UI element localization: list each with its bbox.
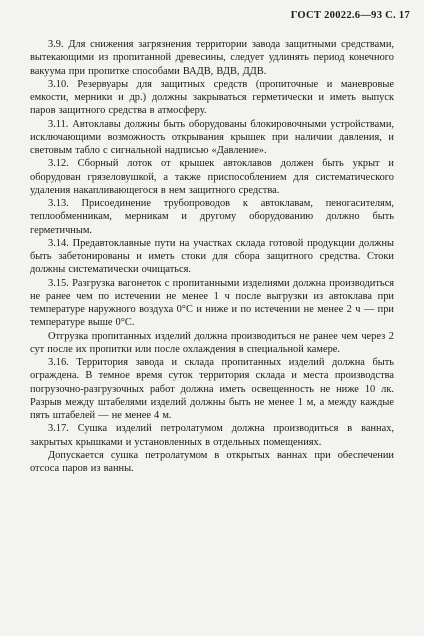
- paragraph-shipment: Отгрузка пропитанных изделий должна производиться не ранее чем через 2 сут после их пропитки или после охлаждения в специальной камере.: [30, 330, 394, 355]
- paragraph-open-baths: Допускается сушка петролатумом в открытых ваннах при обеспечении отсоса паров из ванны.: [30, 449, 394, 474]
- paragraph-3-15: 3.15. Разгрузка вагонеток с пропитанными изделиями должна производиться не ранее чем по истечении не менее 1 ч после выгрузки из автоклава при температуре наружного воздуха 0°С и ниже и по истечении не менее 2 ч — при температуре выше 0°С.: [30, 277, 394, 329]
- page-header: ГОСТ 20022.6—93 С. 17: [290, 10, 410, 21]
- paragraph-3-13: 3.13. Присоединение трубопроводов к автоклавам, пеногасителям, теплообменникам, мерникам и другому оборудованию должно быть герметичным.: [30, 198, 394, 236]
- paragraph-3-12: 3.12. Сборный лоток от крышек автоклавов должен быть укрыт и оборудован грязеловушкой, а также приспособлением для систематического удаления накапливающегося в нем защитного средства.: [30, 158, 394, 196]
- paragraph-3-16: 3.16. Территория завода и склада пропитанных изделий должна быть ограждена. В темное время суток территория склада и места производства погрузочно-разгрузочных работ должна иметь освещенность не ниже 10 лк. Разрыв между штабелями изделий должны быть не менее 1 м, а между каждые пять штабелей — не менее 4 м.: [30, 357, 394, 421]
- paragraph-3-11: 3.11. Автоклавы должны быть оборудованы блокировочными устройствами, исключающими возможность открывания крышек при наличии давления, и световым табло с сигнальной надписью «Давление».: [30, 118, 394, 156]
- paragraph-3-10: 3.10. Резервуары для защитных средств (пропиточные и маневровые емкости, мерники и др.) должны закрываться герметически и иметь выпуск паров защитного средства в атмосферу.: [30, 78, 394, 117]
- paragraph-3-9: 3.9. Для снижения загрязнения территории завода защитными средствами, вытекающими из пропитанной древесины, следует удлинять период конечного вакуума при пропитке способами ВАДВ, ВДВ, ДДВ.: [30, 39, 394, 77]
- paragraph-3-14: 3.14. Предавтоклавные пути на участках склада готовой продукции должны быть забетонированы и иметь стоки для сбора защитного средства. Стоки должны систематически очищаться.: [30, 237, 394, 276]
- paragraph-3-17: 3.17. Сушка изделий петролатумом должна производиться в ваннах, закрытых крышками и установленных в отдельных помещениях.: [30, 423, 394, 448]
- document-body: [30, 38, 394, 475]
